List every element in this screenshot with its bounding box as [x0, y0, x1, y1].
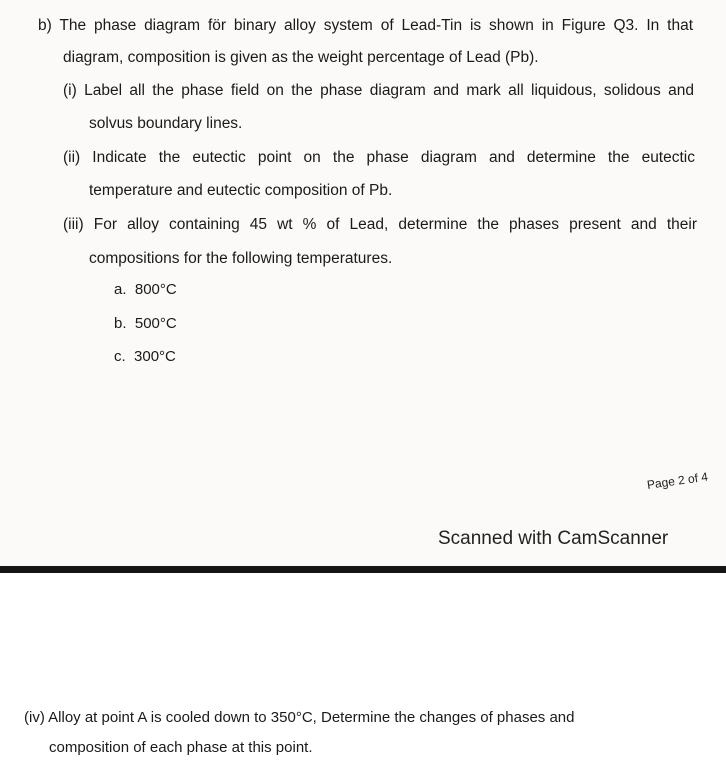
scanner-watermark: Scanned with CamScanner: [438, 528, 669, 549]
part-ii-line-1: (ii) Indicate the eutectic point on the phase diagram and determine the eutectic: [63, 149, 695, 166]
part-i-line-2: solvus boundary lines.: [89, 115, 243, 132]
question-b-line-2: diagram, composition is given as the weight percentage of Lead (Pb).: [63, 49, 539, 66]
part-ii-line-2: temperature and eutectic composition of Pb.: [89, 182, 393, 199]
question-b-line-1: b) The phase diagram för binary alloy system of Lead-Tin is shown in Figure Q3. In that: [38, 17, 693, 34]
page-divider: [0, 566, 726, 573]
page-number: Page 2 of 4: [646, 469, 709, 492]
part-iv-line-2: composition of each phase at this point.: [49, 739, 313, 756]
part-iii-line-1: (iii) For alloy containing 45 wt % of Lead, determine the phases present and their: [63, 216, 697, 233]
item-label: b.: [114, 315, 127, 332]
temperature-item-a: [114, 280, 177, 300]
item-value: 500°C: [134, 315, 177, 332]
part-iv-line-1: (iv) Alloy at point A is cooled down to 350°C, Determine the changes of phases and: [24, 709, 575, 726]
item-value: 800°C: [134, 281, 177, 298]
item-label: a.: [114, 281, 127, 298]
item-value: 300°C: [134, 348, 176, 365]
temperature-item-c: [114, 347, 176, 367]
part-i-line-1: (i) Label all the phase field on the phase diagram and mark all liquidous, solidous and: [63, 82, 694, 99]
item-label: c.: [114, 348, 126, 365]
scanned-page-bottom: [0, 573, 726, 772]
temperature-item-b: [114, 314, 177, 334]
part-iii-line-2: compositions for the following temperatures.: [89, 250, 393, 267]
